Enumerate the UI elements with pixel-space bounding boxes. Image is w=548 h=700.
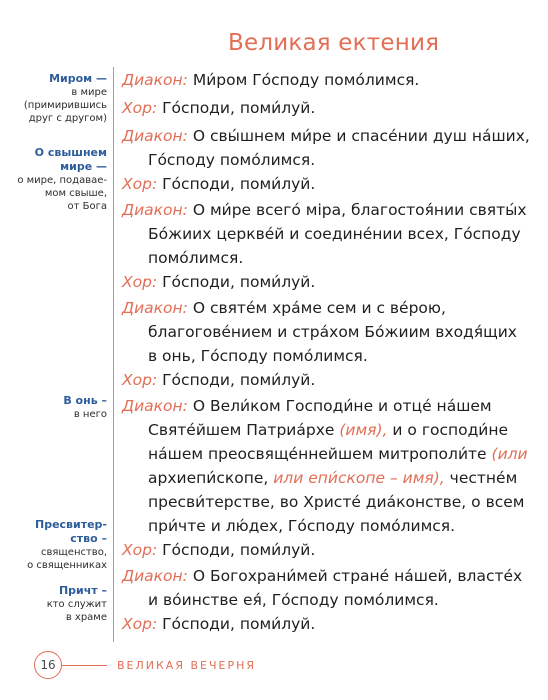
- response-text: Го́споди, поми́луй.: [162, 99, 316, 117]
- petition-text: О Богохрани́мей стране́ на́шей, власте́х: [192, 567, 523, 585]
- response-text: Го́споди, поми́луй.: [162, 273, 316, 291]
- gloss-def: кто служит в храме: [46, 599, 107, 623]
- rubric-note: епи́скопе –: [308, 469, 398, 487]
- rubric-note: или: [273, 469, 304, 487]
- litany-line-9: [122, 394, 528, 538]
- litany-line-10: [122, 538, 315, 562]
- role-deacon: Диакон:: [122, 201, 188, 219]
- petition-text: О ми́ре всего́ міра, благостоя́нии святы́х: [192, 201, 527, 219]
- role-deacon: Диакон:: [122, 397, 188, 415]
- petition-text: Святе́йшем Патриа́рхе: [148, 421, 335, 439]
- page-title: Великая ектения: [228, 30, 440, 56]
- petition-text: Ми́ром Го́споду помо́лимся.: [192, 71, 420, 89]
- role-choir: Хор:: [122, 273, 158, 291]
- page-number: 16: [34, 651, 62, 679]
- role-deacon: Диакон:: [122, 127, 188, 145]
- petition-text: пресви́терстве, во Христе́ диа́констве, о всем: [148, 493, 525, 511]
- litany-line-8: [122, 368, 315, 392]
- gloss-presviterstvo: [27, 518, 107, 572]
- petition-text: О Вели́ком Господи́не и отце́ на́шем: [192, 397, 492, 415]
- litany-line-12: [122, 612, 315, 636]
- rubric-note: имя),: [402, 469, 445, 487]
- litany-line-1: [122, 68, 419, 92]
- role-choir: Хор:: [122, 371, 158, 389]
- gloss-def: в мире (примирившись друг с другом): [23, 87, 107, 124]
- petition-text: при́чте и лю́дех, Го́споду помо́лимся.: [148, 517, 456, 535]
- role-deacon: Диакон:: [122, 71, 188, 89]
- petition-text: благогове́нием и стра́хом Бо́жиим входя́щих: [148, 323, 517, 341]
- role-choir: Хор:: [122, 99, 158, 117]
- rubric-note: (или: [491, 445, 528, 463]
- petition-text: помо́лимся.: [148, 249, 244, 267]
- response-text: Го́споди, поми́луй.: [162, 175, 316, 193]
- role-choir: Хор:: [122, 541, 158, 559]
- litany-line-11: [122, 564, 522, 612]
- response-text: Го́споди, поми́луй.: [162, 615, 316, 633]
- gloss-def: о мире, подавае- мом свыше, от Бога: [17, 175, 107, 212]
- gloss-def: в него: [73, 409, 107, 420]
- gloss-term: Пресвитер- ство –: [34, 518, 107, 545]
- litany-line-3: [122, 124, 530, 172]
- response-text: Го́споди, поми́луй.: [162, 541, 316, 559]
- gloss-term: Причт –: [58, 584, 107, 597]
- petition-text: Бо́жиих церкве́й и соедине́нии всех, Го́споду: [148, 225, 521, 243]
- petition-text: О свы́шнем ми́ре и спасе́нии душ на́ших,: [192, 127, 530, 145]
- petition-text: О святе́м хра́ме сем и с ве́рою,: [192, 299, 446, 317]
- petition-text: Го́споду помо́лимся.: [148, 151, 316, 169]
- gloss-def: священство, о священниках: [27, 547, 107, 571]
- gloss-von: [63, 394, 107, 421]
- footer-divider: [62, 665, 107, 666]
- litany-line-2: [122, 96, 315, 120]
- litany-line-7: [122, 296, 517, 368]
- gloss-svyshnem: [17, 146, 107, 213]
- role-choir: Хор:: [122, 615, 158, 633]
- page-footer: [34, 651, 256, 679]
- petition-text: и о господи́не: [392, 421, 509, 439]
- petition-text: в онь, Го́споду помо́лимся.: [148, 347, 368, 365]
- running-title: ВЕЛИКАЯ ВЕЧЕРНЯ: [117, 658, 257, 672]
- role-deacon: Диакон:: [122, 567, 188, 585]
- gloss-term: В онь –: [63, 394, 107, 407]
- petition-text: архиепи́скопе,: [148, 469, 269, 487]
- petition-text: на́шем преосвяще́ннейшем митрополи́те: [148, 445, 487, 463]
- litany-line-5: [122, 198, 527, 270]
- gloss-pricht: [47, 584, 107, 624]
- petition-text: честне́м: [449, 469, 518, 487]
- margin-rule: [113, 67, 114, 642]
- gloss-mirom: [24, 72, 107, 125]
- response-text: Го́споди, поми́луй.: [162, 371, 316, 389]
- litany-line-6: [122, 270, 315, 294]
- rubric-note: (имя),: [339, 421, 388, 439]
- litany-line-4: [122, 172, 315, 196]
- gloss-term: Миром —: [49, 72, 107, 85]
- role-choir: Хор:: [122, 175, 158, 193]
- gloss-term: О свышнем мире —: [34, 146, 107, 173]
- petition-text: и во́инстве ея́, Го́споду помо́лимся.: [148, 591, 439, 609]
- role-deacon: Диакон:: [122, 299, 188, 317]
